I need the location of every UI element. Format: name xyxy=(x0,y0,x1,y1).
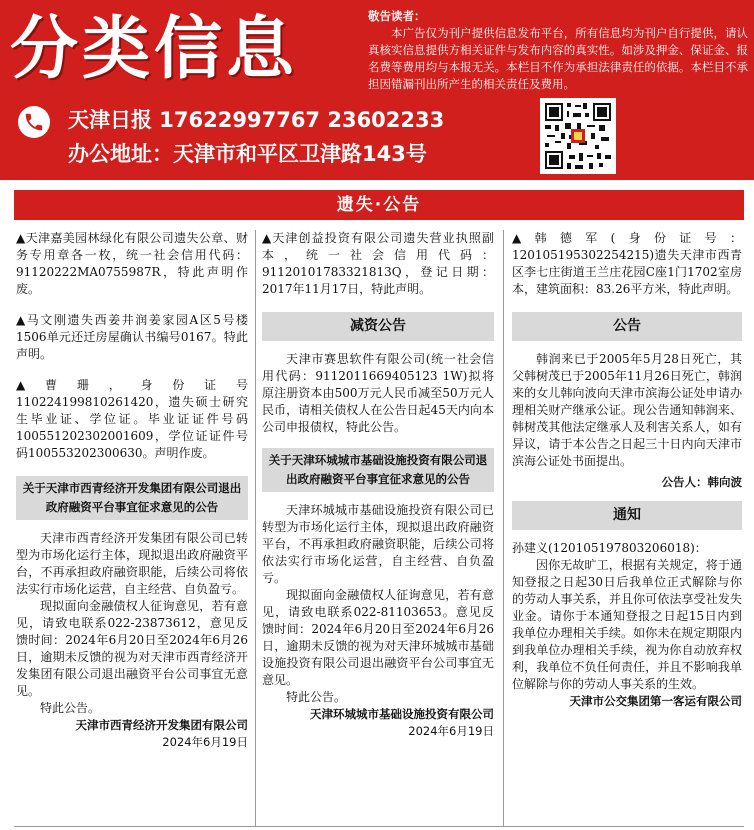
notice-signoff: 特此公告。 xyxy=(40,701,101,715)
lost-notice: ▲韩德军(身份证号：120105195302254215)遗失天津市西青区李七庄街道王兰庄花园C座1门1702室房本，建筑面积：83.26平方米，特此声明。 xyxy=(512,231,742,296)
column-2 xyxy=(262,230,494,740)
phone-icon xyxy=(18,106,50,138)
column-3 xyxy=(512,230,742,710)
column-1 xyxy=(16,230,248,751)
notice-company: 天津环城城市基础设施投资有限公司 xyxy=(310,707,494,721)
lost-notice: ▲曹珊，身份证号110224199810261420，遗失硕士研究生毕业证、学位证。毕业证证件号码100551202302001609，学位证证件号码100553202300630。声明作废。 xyxy=(16,378,248,460)
office-address: 办公地址：天津市和平区卫津路143号 xyxy=(68,142,427,166)
qr-code-icon xyxy=(540,98,616,174)
notice-heading: 关于天津市西青经济开发集团有限公司退出政府融资平台事宜征求意见的公告 xyxy=(16,476,248,520)
header-band xyxy=(0,0,754,180)
section-title: 分类信息 xyxy=(10,10,299,89)
notification-body: 因你无故旷工，根据有关规定，将于通知登报之日起30日后我单位正式解除与你的劳动人事关系，并且你可依法享受社发失业金。请你于本通知登报之日起15日内到我单位办理相关手续。如你未在规定期限内到我单位办理相关手续，视为你自动放弃权利，我单位不负任何责任，并且不影响我单位解除与你的劳动人事关系的生效。 xyxy=(512,558,742,691)
notice-company: 天津市西青经济开发集团有限公司 xyxy=(75,718,248,732)
lost-notice: ▲天津嘉美园林绿化有限公司遗失公章、财务专用章各一枚，统一社会信用代码：91120222MA0755987R，特此声明作废。 xyxy=(16,231,248,296)
announcement-signer: 公告人：韩向波 xyxy=(661,475,742,489)
lost-notice: ▲天津创益投资有限公司遗失营业执照副本，统一社会信用代码：91120101783321813Q，登记日期：2017年11月17日，特此声明。 xyxy=(262,231,494,296)
section-banner: 遗失·公告 xyxy=(14,190,744,220)
notice-signoff: 特此公告。 xyxy=(286,690,347,704)
contact-phones: 天津日报 17622997767 23602233 xyxy=(68,108,445,132)
capital-reduction-body: 天津市赛思软件有限公司(统一社会信用代码：9112011669405123 1W)拟将原注册资本由500万元人民币减至50万元人民币，请相关债权人在公告日起45天内向本公司申报债权，特此公告。 xyxy=(262,352,494,434)
announcement-heading: 公告 xyxy=(512,312,742,341)
notification-company: 天津市公交集团第一客运有限公司 xyxy=(569,694,742,708)
lost-notice: ▲马文刚遗失西姜井润姜家园A区5号楼1506单元还迁房屋确认书编号0167。特此声明。 xyxy=(16,313,248,361)
capital-reduction-heading: 减资公告 xyxy=(262,312,494,341)
notice-paragraph: 现拟面向金融债权人征询意见，若有意见，请致电联系022-23873612，意见反馈时间：2024年6月20日至2024年6月26日，逾期未反馈的视为对天津市西青经济开发集团有限公司退出融资平台公司事宜无意见。 xyxy=(16,599,248,698)
bottom-rule xyxy=(14,826,744,827)
reader-notice xyxy=(368,8,748,93)
notice-paragraph: 现拟面向金融债权人征询意见，若有意见，请致电联系022-81103653。意见反馈时间：2024年6月20日至2024年6月26日，逾期未反馈的视为对天津环城城市基础设施投资有限公司退出融资平台公司事宜无意见。 xyxy=(262,588,494,687)
column-divider xyxy=(503,230,504,826)
notice-date: 2024年6月19日 xyxy=(162,735,248,749)
notification-heading: 通知 xyxy=(512,501,742,530)
notice-paragraph: 天津市西青经济开发集团有限公司已转型为市场化运行主体，现拟退出政府融资平台，不再承担政府融资职能，后续公司将依法实行市场化运营，自主经营、自负盈亏。 xyxy=(16,531,248,596)
reader-notice-body: 本广告仅为刊户提供信息发布平台，所有信息均为刊户自行提供，请认真核实信息提供方相关证件与发布内容的真实性。如涉及押金、保证金、报名费等费用均与本报无关。本栏目不作为承担法律责任的依据。本栏目不承担因错漏刊出所产生的相关责任及费用。 xyxy=(368,26,748,91)
reader-notice-title: 敬告读者： xyxy=(368,9,426,23)
announcement-body: 韩润来已于2005年5月28日死亡，其父韩树茂已于2005年11月26日死亡，韩润来的女儿韩向波向天津市滨海公证处申请办理相关财产继承公证。现公告通知韩润来、韩树茂其他法定继承人及利害关系人，如有异议，请于本公告之日起三十日内向天津市滨海公证处书面提出。 xyxy=(512,352,742,468)
column-divider xyxy=(255,230,256,826)
notice-date: 2024年6月19日 xyxy=(408,724,494,738)
notification-recipient: 孙建义(120105197803206018)： xyxy=(512,541,707,555)
section-title-box xyxy=(10,6,340,94)
notice-paragraph: 天津环城城市基础设施投资有限公司已转型为市场化运行主体，现拟退出政府融资平台，不再承担政府融资职能，后续公司将依法实行市场化运营，自主经营、自负盈亏。 xyxy=(262,503,494,585)
notice-heading: 关于天津环城城市基础设施投资有限公司退出政府融资平台事宜征求意见的公告 xyxy=(262,448,494,492)
